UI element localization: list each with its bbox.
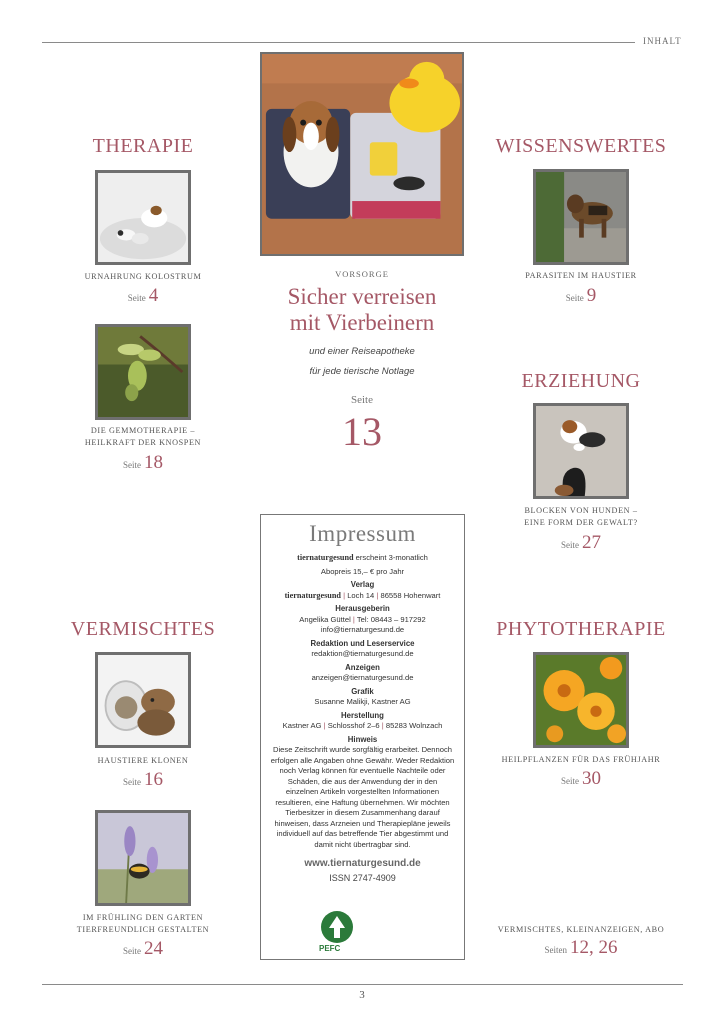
website-link[interactable]: www.tiernaturgesund.de (304, 858, 421, 869)
thumb-parasiten[interactable] (533, 169, 629, 265)
section-title-phytotherapie: PHYTOTHERAPIE (496, 618, 666, 640)
caption-line: URNAHRUNG KOLOSTRUM (84, 272, 202, 281)
brand-name: tiernaturgesund (284, 590, 341, 600)
redaktion-heading: Redaktion und Leserservice (310, 638, 415, 648)
herstellung-company: Kastner AG (282, 721, 322, 730)
page-label: Seite (561, 776, 579, 786)
page-number: 9 (586, 285, 597, 306)
page-ref-erziehung[interactable] (488, 532, 674, 554)
hinweis-line: individuell auf das betreffende Tier abgestimmt und (276, 829, 449, 838)
caption-line: PARASITEN IM HAUSTIER (525, 271, 637, 280)
page-number: 18 (144, 452, 163, 473)
thumb-klonen[interactable] (95, 652, 191, 748)
caption-line: IM FRÜHLING DEN GARTEN (82, 913, 204, 922)
page-ref-heilpflanzen[interactable] (488, 768, 674, 790)
header-label: INHALT (643, 36, 682, 46)
page-number: 12, 26 (570, 937, 618, 958)
caption-line: EINE FORM DER GEWALT? (524, 518, 638, 527)
hinweis-line: einzelnen Artikeln vorgestellten Informationen (285, 787, 440, 796)
caption-heilpflanzen (488, 754, 674, 766)
page-label: Seite (123, 946, 141, 956)
frequency-text: erscheint 3-monatlich (355, 553, 428, 562)
caption-line: DIE GEMMOTHERAPIE – (90, 426, 196, 435)
caption-line: HEILPFLANZEN FÜR DAS FRÜHJAHR (501, 755, 661, 764)
herausgeberin-heading: Herausgeberin (335, 604, 390, 613)
page-label: Seite (123, 460, 141, 470)
terrier-dog-image (536, 172, 626, 262)
feature-title-line: Sicher verreisen (287, 284, 437, 309)
feature-page-label: Seite (351, 394, 373, 406)
puppy-shoe-image (536, 406, 626, 496)
page-label: Seite (127, 293, 146, 303)
page-ref-klonen[interactable] (60, 769, 226, 791)
herstellung-street: Schlosshof 2–6 (327, 721, 380, 730)
hinweis-line: Diese Zeitschrift wurde sorgfältig erarbeitet. Dennoch (273, 745, 452, 754)
caption-garten (60, 912, 226, 936)
issn-number: ISSN 2747-4909 (329, 873, 396, 883)
thumb-gemmotherapie[interactable] (95, 324, 191, 420)
hinweis-line: hinweisen, dass Arzneien und Therapiepläne jeweils (274, 818, 451, 828)
feature-title[interactable] (232, 284, 492, 336)
page-number: 30 (582, 768, 601, 789)
caption-klonen (60, 755, 226, 767)
thumb-kolostrum[interactable] (95, 170, 191, 265)
header-rule (42, 42, 635, 43)
hinweis-line: damit nicht übertragbar sind. (314, 839, 411, 849)
page-ref-parasiten[interactable] (488, 285, 674, 307)
page-label: Seite (561, 540, 579, 550)
impressum-box (260, 514, 465, 960)
feature-image[interactable] (260, 52, 464, 256)
hinweis-line: resultieren, eine Haftung übernehmen. Wir möchten (275, 797, 450, 807)
footer-rule (42, 984, 683, 985)
redaktion-email[interactable]: redaktion@tiernaturgesund.de (311, 649, 414, 658)
verlag-address: tiernaturgesund | Loch 14 | 86558 Hohenwart (284, 590, 441, 600)
hinweis-line: erfolgen alle Angaben ohne Gewähr. Weder Redaktion (270, 755, 455, 765)
brand-name: tiernaturgesund (297, 553, 354, 562)
feature-subtitle (252, 342, 472, 382)
herstellung-city: 85283 Wolnzach (385, 721, 443, 730)
hinweis-line: Schäden, die aus der Anwendung der in den (287, 776, 438, 786)
page-number: 24 (144, 938, 163, 959)
page-number: 27 (582, 532, 601, 553)
page-ref-kleinanzeigen[interactable] (482, 937, 680, 959)
page-ref-garten[interactable] (60, 938, 226, 960)
page-label: Seite (123, 777, 141, 787)
caption-line: BLOCKEN VON HUNDEN – (524, 506, 638, 515)
hinweis-line: noch Verlag können für eventuelle Nachteile oder (279, 766, 446, 775)
thumb-heilpflanzen[interactable] (533, 652, 629, 748)
section-title-erziehung: ERZIEHUNG (521, 370, 641, 392)
footer-page-number: 3 (359, 989, 365, 1001)
caption-line: HAUSTIERE KLONEN (97, 756, 189, 765)
page-ref-gemmotherapie[interactable] (60, 452, 226, 474)
feature-title-line: mit Vierbeinern (289, 310, 435, 335)
pefc-tree-icon (317, 910, 357, 944)
verlag-heading: Verlag (350, 580, 375, 589)
caption-line: TIERFREUNDLICH GESTALTEN (76, 925, 210, 934)
anzeigen-heading: Anzeigen (345, 662, 380, 672)
caption-kolostrum (60, 271, 226, 283)
bumblebee-lavender-image (98, 813, 188, 903)
section-title-therapie: THERAPIE (92, 135, 194, 157)
pefc-label: PEFC (319, 944, 341, 953)
impressum-price: Abopreis 15,– € pro Jahr (320, 566, 405, 576)
hinweis-heading: Hinweis (347, 734, 378, 744)
cat-mirror-image (98, 655, 188, 745)
grafik-heading: Grafik (351, 686, 374, 696)
herausgeberin-email[interactable]: info@tiernaturgesund.de (320, 625, 405, 634)
page-label: Seiten (544, 945, 567, 955)
pefc-logo (317, 910, 437, 958)
page-number: 16 (144, 769, 163, 790)
caption-erziehung (488, 505, 674, 529)
herausgeberin-tel: Tel: 08443 – 917292 (356, 614, 426, 624)
section-title-vermischtes: VERMISCHTES (70, 618, 216, 640)
impressum-title: Impressum (309, 521, 416, 546)
verlag-city: 86558 Hohenwart (380, 590, 441, 600)
caption-line: HEILKRAFT DER KNOSPEN (84, 438, 202, 447)
bud-image (98, 327, 188, 417)
verlag-street: Loch 14 (347, 590, 375, 600)
caption-kleinanzeigen (482, 924, 680, 936)
impressum-frequency (261, 553, 464, 564)
section-title-wissenswertes: WISSENSWERTES (495, 135, 667, 157)
calendula-flowers-image (536, 655, 626, 745)
caption-parasiten (488, 270, 674, 282)
page-label: Seite (565, 293, 584, 303)
feature-page-number[interactable]: 13 (342, 409, 382, 454)
caption-gemmotherapie (60, 425, 226, 449)
grafik-text: Susanne Malikji, Kastner AG (314, 697, 411, 706)
page-ref-kolostrum[interactable] (60, 285, 226, 307)
beagle-suitcase-image (262, 54, 462, 254)
hinweis-text (261, 745, 464, 850)
herausgeberin-contact: Angelika Güttel | Tel: 08443 – 917292 (299, 614, 426, 624)
herausgeberin-name: Angelika Güttel (299, 614, 351, 624)
thumb-garten[interactable] (95, 810, 191, 906)
page-number: 4 (148, 285, 159, 306)
feature-kicker: VORSORGE (335, 269, 389, 279)
puppies-nursing-image (98, 173, 188, 262)
hinweis-line: Tierbesitzer in diesem Zusammenhang darauf (285, 808, 440, 817)
feature-sub-line: und einer Reiseapotheke (309, 346, 415, 357)
herstellung-heading: Herstellung (341, 710, 384, 720)
caption-line: VERMISCHTES, KLEINANZEIGEN, ABO (497, 925, 665, 934)
herstellung-address: Kastner AG | Schlosshof 2–6 | 85283 Wolnzach (282, 721, 443, 730)
feature-sub-line: für jede tierische Notlage (309, 366, 415, 377)
thumb-erziehung[interactable] (533, 403, 629, 499)
anzeigen-email[interactable]: anzeigen@tiernaturgesund.de (311, 673, 414, 682)
